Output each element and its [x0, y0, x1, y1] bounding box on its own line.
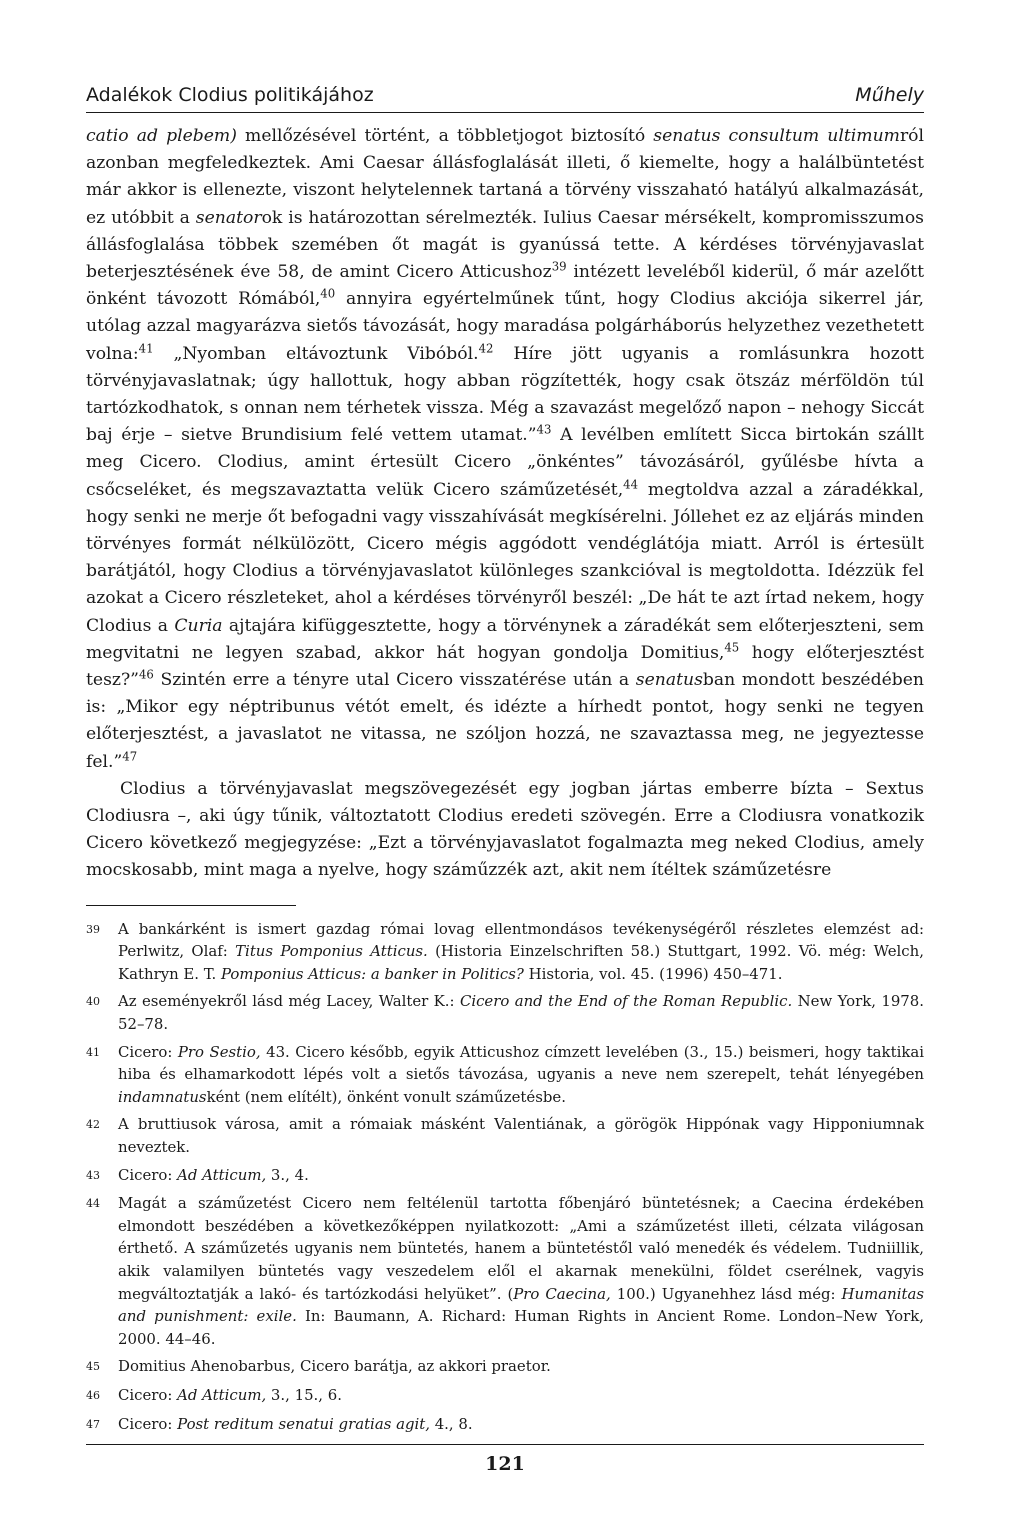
footnote-number: 39	[86, 922, 100, 936]
footnote-number: 41	[86, 1045, 100, 1059]
footnote-number: 44	[86, 1197, 100, 1211]
text-run: 4., 8.	[429, 1414, 473, 1433]
text-run: Cicero:	[118, 1042, 178, 1061]
footnote-text	[118, 990, 924, 1035]
text-run: A levélben említett Sicca birtokán szállt meg Cicero. Clodius, amint értesült Cicero „önkéntes” távozásáról, gyűlésbe hívta a csőcseléket, és megszavaztatta velük Cicero száműzetését,	[86, 425, 924, 500]
body-text	[86, 123, 924, 885]
italic-text: catio ad plebem)	[86, 126, 237, 146]
text-run: intézett leveléből kiderül, ő már azelőtt önként távozott Rómából,	[86, 262, 924, 310]
footnote-ref: 41	[138, 340, 154, 355]
footnote-text	[118, 918, 924, 986]
text-run: 3., 4.	[266, 1165, 309, 1184]
footnote-ref: 44	[623, 476, 639, 491]
text-run: Historia, vol. 45. (1996) 450–471.	[523, 964, 783, 983]
footnote-number: 40	[86, 995, 100, 1009]
text-run: Cicero:	[118, 1414, 178, 1433]
italic-text: Post reditum senatui gratias agit,	[177, 1414, 430, 1433]
footnote-number: 42	[86, 1118, 100, 1132]
text-run: Híre jött ugyanis a romlásunkra hozott törvényjavaslatnak; úgy hallottuk, hogy abban rögzítették, hogy csak ötszáz mérföldön túl tartózkodhatok, s onnan nem térhetek vissza. Még a szavazást megelőző napon – nehogy Siccát baj érje – sietve Brundisium felé vettem utamat.”	[86, 343, 924, 446]
footnote-ref: 40	[320, 286, 336, 301]
footnote-47	[86, 1413, 924, 1437]
footnote-ref: 42	[478, 340, 494, 355]
paragraph-2	[86, 776, 924, 885]
footnote-ref: 45	[724, 640, 740, 655]
italic-text: Pro Sestio,	[177, 1042, 261, 1061]
footnote-number: 47	[86, 1417, 100, 1431]
footnote-ref: 47	[122, 748, 138, 763]
footnote-text	[118, 1413, 924, 1437]
text-run: annyira egyértelműnek tűnt, hogy Clodius akciója sikerrel jár, utólag azzal magyarázva sietős távozását, hogy maradása polgárháborús helyzethez vezethetett volna:	[86, 289, 924, 364]
footnote-number: 43	[86, 1168, 100, 1182]
italic-text: Titus Pomponius Atticus.	[235, 942, 428, 961]
text-run: 100.) Ugyanehhez lásd még:	[610, 1284, 842, 1303]
text-run: A bruttiusok városa, amit a rómaiak másként Valentiának, a görögök Hippónak vagy Hipponiumnak neveztek.	[118, 1115, 924, 1157]
footnote-46	[86, 1384, 924, 1408]
text-run: Az eseményekről lásd még Lacey, Walter K.:	[118, 992, 460, 1011]
italic-text: Humanitas and punishment: exile.	[118, 1284, 924, 1326]
text-run: ként (nem elítélt), önként vonult száműzetésbe.	[206, 1087, 566, 1106]
italic-text: indamnatus	[118, 1087, 207, 1106]
footnote-text	[118, 1041, 924, 1109]
italic-text: Ad Atticum,	[177, 1385, 267, 1404]
footnote-text	[118, 1164, 924, 1188]
text-run: megtoldva azzal a záradékkal, hogy senki ne merje őt befogadni vagy visszahívását megkísérelni. Jóllehet ez az eljárás minden törvényes formát nélkülözött, Cicero mégis aggódott vendéglátója miatt. Arról is értesült barátjától, hogy Clodius a törvényjavaslatot különleges szankcióval is megtoldotta. Idézzük fel azokat a Cicero részleteket, ahol a kérdéses törvényről beszél: „De hát te azt írtad nekem, hogy Clodius a	[86, 479, 924, 636]
text-run: Cicero:	[118, 1385, 178, 1404]
text-run: In: Baumann, A. Richard: Human Rights in Ancient Rome. London–New York, 2000. 44–46.	[118, 1307, 924, 1348]
text-run: ajtajára kifüggesztette, hogy a törvénynek a záradékát sem előterjeszteni, sem megvitatni ne legyen szabad, akkor hát hogyan gondolja Domitius,	[86, 615, 925, 663]
paragraph-1	[86, 123, 924, 776]
footnote-number: 46	[86, 1388, 100, 1402]
text-run: Magát a száműzetést Cicero nem feltélenül tartotta főbenjáró büntetésnek; a Caecina érdekében elmondott beszédében a következőképpen nyilatkozott: „Ami a száműzetést illeti, célzata világosan érthető. A száműzetés ugyanis nem büntetés, hanem a büntetéstől való menedék és védelem. Tudniillik, akik valamilyen büntetés vagy veszedelem elől el akarnak menekülni, földet cserélnek, vagyis megváltoztatják a lakó- és tartózkodási helyüket”. (	[118, 1194, 924, 1303]
footnote-ref: 43	[536, 422, 552, 437]
footnote-41	[86, 1041, 924, 1109]
footnotes	[86, 918, 924, 1436]
text-run: ban mondott beszédében is: „Mikor egy néptribunus vétót emelt, és idézte a hírhedt pontot, hogy senki ne tegyen előterjesztést, a javaslatot ne vitassa, ne szóljon hozzá, ne szavaztassa meg, ne jegyeztesse fel.”	[86, 670, 924, 772]
text-run: New York, 1978. 52–78.	[118, 992, 924, 1034]
footnote-separator	[86, 905, 296, 906]
text-run: (Historia Einzelschriften 58.) Stuttgart, 1992. Vö. még: Welch, Kathryn E. T.	[118, 942, 924, 983]
text-run: Szintén erre a tényre utal Cicero visszatérése után a	[153, 670, 636, 691]
footnote-ref: 46	[138, 667, 154, 682]
text-run: ok is határozottan sérelmezték. Iulius Caesar mérsékelt, kompromisszumos állásfoglalása többek szemében őt magát is gyanússá tette. A kérdéses törvényjavaslat beterjesztésének éve 58, de amint Cicero Atticushoz	[86, 207, 924, 283]
footnote-43	[86, 1164, 924, 1188]
running-header	[86, 84, 924, 113]
footnote-text	[118, 1384, 924, 1408]
italic-text: Pro Caecina,	[513, 1284, 611, 1303]
text-run: A bankárként is ismert gazdag római lovag ellentmondásos tevékenységéről részletes elemzést ad: Perlwitz, Olaf:	[118, 919, 924, 961]
italic-text: Ad Atticum,	[177, 1165, 267, 1184]
footnote-text	[118, 1113, 924, 1158]
italic-text: Pomponius Atticus: a banker in Politics?	[220, 964, 524, 983]
text-run: Clodius a törvényjavaslat megszövegezését egy jogban jártas emberre bízta – Sextus Clodiusra –, aki úgy tűnik, változtatott Clodius eredeti szövegén. Erre a Clodiusra vonatkozik Cicero következő megjegyzése: „Ezt a törvényjavaslatot fogalmazta meg neked Clodius, amely mocskosabb, mint maga a nyelve, hogy száműzzék azt, akit nem ítéltek száműzetésre	[86, 778, 924, 881]
footnote-ref: 39	[551, 259, 567, 274]
footnote-44	[86, 1192, 924, 1350]
page-number: 121	[485, 1453, 525, 1476]
italic-text: senatus consultum ultimum	[653, 126, 900, 146]
text-run: mellőzésével történt, a többletjogot biztosító	[236, 126, 654, 146]
footnote-number: 45	[86, 1360, 100, 1374]
text-run: Cicero:	[118, 1165, 178, 1184]
footnote-39	[86, 918, 924, 986]
text-run: Domitius Ahenobarbus, Cicero barátja, az akkori praetor.	[118, 1357, 551, 1376]
text-run: hogy előterjesztést tesz?”	[86, 642, 924, 691]
section-name: Műhely	[855, 84, 924, 106]
footnote-40	[86, 990, 924, 1035]
footnote-45	[86, 1355, 924, 1379]
italic-text: senator	[195, 207, 262, 228]
bottom-rule	[86, 1444, 924, 1445]
text-run: ról azonban megfeledkeztek. Ami Caesar állásfoglalását illeti, ő kiemelte, hogy a halálbüntetést már akkor is ellenezte, viszont helytelennek tartaná a törvény visszaható hatályú alkalmazását, ez utóbbit a	[86, 126, 924, 228]
footnote-42	[86, 1113, 924, 1158]
running-title: Adalékok Clodius politikájához	[86, 84, 374, 106]
footnote-text	[118, 1355, 924, 1379]
text-run: 43. Cicero később, egyik Atticushoz címzett levelében (3., 15.) beismeri, hogy taktikai hiba és elhamarkodott lépés volt a sietős távozása, ugyanis a neve nem szerepelt, tehát lényegében	[118, 1042, 924, 1084]
page	[86, 84, 924, 1475]
italic-text: Curia	[174, 615, 223, 636]
italic-text: senatus	[635, 670, 703, 691]
footnote-text	[118, 1192, 924, 1350]
italic-text: Cicero and the End of the Roman Republic.	[459, 992, 793, 1011]
text-run: 3., 15., 6.	[266, 1385, 342, 1404]
text-run: „Nyomban eltávoztunk Vibóból.	[153, 343, 479, 364]
